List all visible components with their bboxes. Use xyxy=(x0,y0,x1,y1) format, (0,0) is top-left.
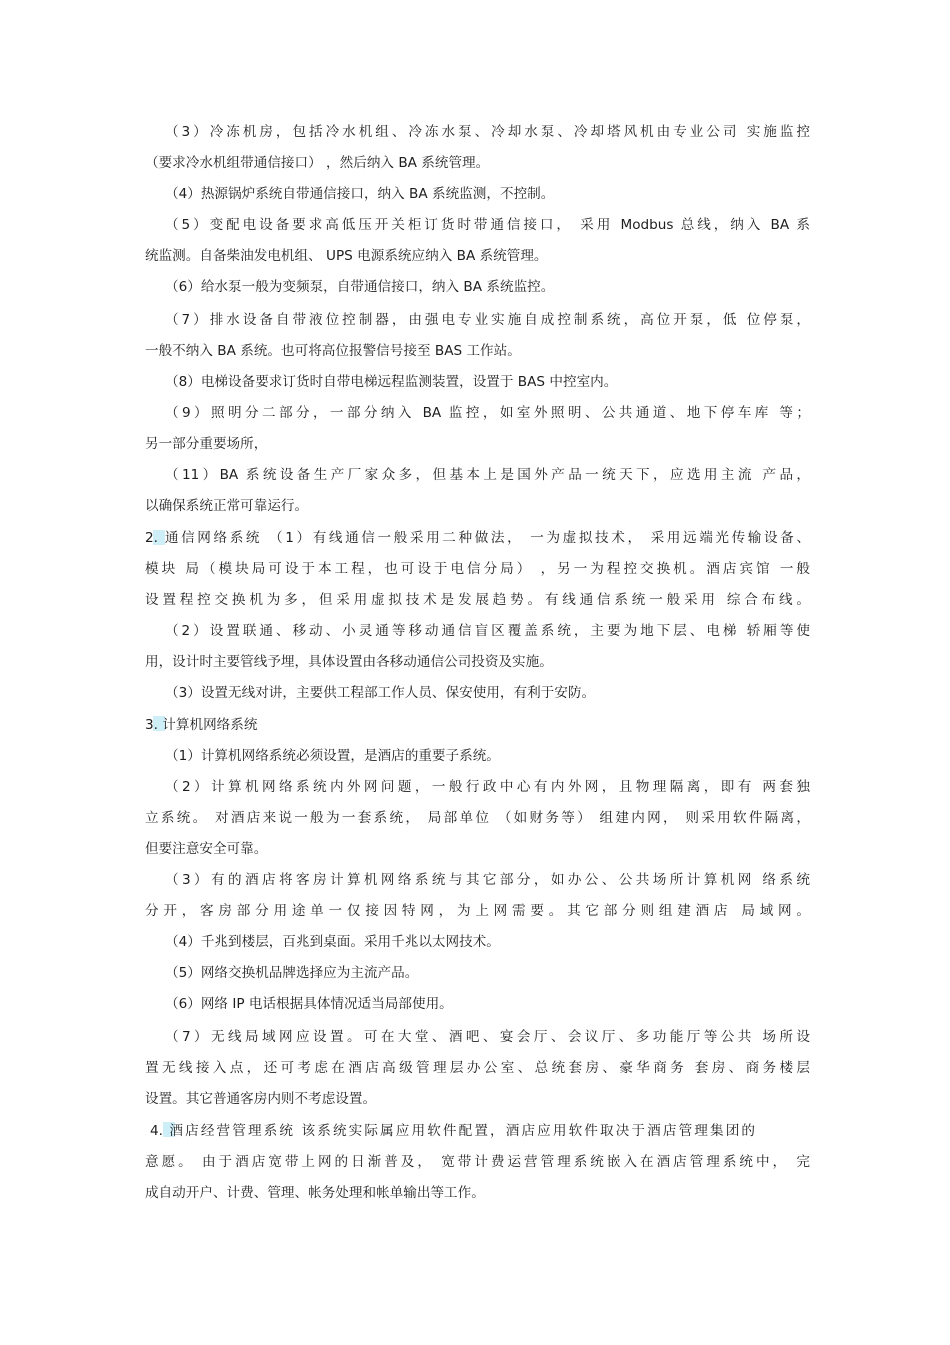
text-line: （11）BA 系统设备生产厂家众多，但基本上是国外产品一统天下，应选用主流 产品， xyxy=(165,467,810,483)
text-line: （7）排水设备自带液位控制器，由强电专业实施自成控制系统，高位开泵，低 位停泵， xyxy=(165,312,810,328)
text-line: （3）冷冻机房，包括冷水机组、冷冻水泵、冷却水泵、冷却塔风机由专业公司 实施监控 xyxy=(165,124,810,140)
text-line: 分开，客房部分用途单一仅接因特网，为上网需要。其它部分则组建酒店 局域网。 xyxy=(145,903,810,919)
text-line: 成自动开户、计费、管理、帐务处理和帐单输出等工作。 xyxy=(145,1185,485,1201)
text-line: 模块 局（模块局可设于本工程，也可设于电信分局） ，另一为程控交换机。酒店宾馆 一般 xyxy=(145,561,810,577)
text-line: （2）计算机网络系统内外网问题，一般行政中心有内外网，且物理隔离，即有 两套独 xyxy=(165,779,810,795)
text-line: （4）千兆到楼层，百兆到桌面。采用千兆以太网技术。 xyxy=(165,934,500,950)
text-line: （3）设置无线对讲，主要供工程部工作人员、保安使用，有利于安防。 xyxy=(165,685,596,701)
text-line: 但要注意安全可靠。 xyxy=(145,841,268,857)
text-line: 设置程控交换机为多，但采用虚拟技术是发展趋势。有线通信系统一般采用 综合布线。 xyxy=(145,592,810,608)
text-line: （5）变配电设备要求高低压开关柜订货时带通信接口， 采用 Modbus 总线，纳入 BA 系 xyxy=(165,217,810,233)
text-line: 用，设计时主要管线予埋，具体设置由各移动通信公司投资及实施。 xyxy=(145,654,553,670)
text-line: （5）网络交换机品牌选择应为主流产品。 xyxy=(165,965,419,981)
text-line: （1）计算机网络系统必须设置，是酒店的重要子系统。 xyxy=(165,748,500,764)
section-heading-line: 3. 计算机网络系统 xyxy=(145,717,258,733)
text-line: 置无线接入点，还可考虑在酒店高级管理层办公室、总统套房、豪华商务 套房、商务楼层 xyxy=(145,1060,810,1076)
text-line: （6）网络 IP 电话根据具体情况适当局部使用。 xyxy=(165,996,453,1012)
text-line: （9）照明分二部分，一部分纳入 BA 监控，如室外照明、公共通道、地下停车库 等； xyxy=(165,405,810,421)
text-line: 意愿。 由于酒店宽带上网的日渐普及， 宽带计费运营管理系统嵌入在酒店管理系统中， 完 xyxy=(145,1154,810,1170)
text-line: 设置。其它普通客房内则不考虑设置。 xyxy=(145,1091,377,1107)
text-line: 立系统。 对酒店来说一般为一套系统， 局部单位 （如财务等） 组建内网， 则采用软件隔离， xyxy=(145,810,810,826)
text-line: 一般不纳入 BA 系统。也可将高位报警信号接至 BAS 工作站。 xyxy=(145,343,521,359)
text-line: （7）无线局域网应设置。可在大堂、酒吧、宴会厅、会议厅、多功能厅等公共 场所设 xyxy=(165,1029,810,1045)
text-line: （6）给水泵一般为变频泵，自带通信接口，纳入 BA 系统监控。 xyxy=(165,279,555,295)
text-line: 另一部分重要场所， xyxy=(145,436,268,452)
section-heading-line: 4. 酒店经营管理系统 该系统实际属应用软件配置，酒店应用软件取决于酒店管理集团的 xyxy=(150,1123,755,1139)
text-line: （2）设置联通、移动、小灵通等移动通信盲区覆盖系统，主要为地下层、电梯 轿厢等使 xyxy=(165,623,810,639)
text-line: 以确保系统正常可靠运行。 xyxy=(145,498,309,514)
section-heading-line: 2. 通信网络系统 （1）有线通信一般采用二种做法， 一为虚拟技术， 采用远端光传输设备、 xyxy=(145,530,810,546)
text-line: （8）电梯设备要求订货时自带电梯远程监测装置，设置于 BAS 中控室内。 xyxy=(165,374,618,390)
text-line: 统监测。自备柴油发电机组、 UPS 电源系统应纳入 BA 系统管理。 xyxy=(145,248,548,264)
text-line: （4）热源锅炉系统自带通信接口，纳入 BA 系统监测，不控制。 xyxy=(165,186,555,202)
text-line: （要求冷水机组带通信接口） ，然后纳入 BA 系统管理。 xyxy=(145,155,490,171)
text-line: （3）有的酒店将客房计算机网络系统与其它部分，如办公、公共场所计算机网 络系统 xyxy=(165,872,810,888)
